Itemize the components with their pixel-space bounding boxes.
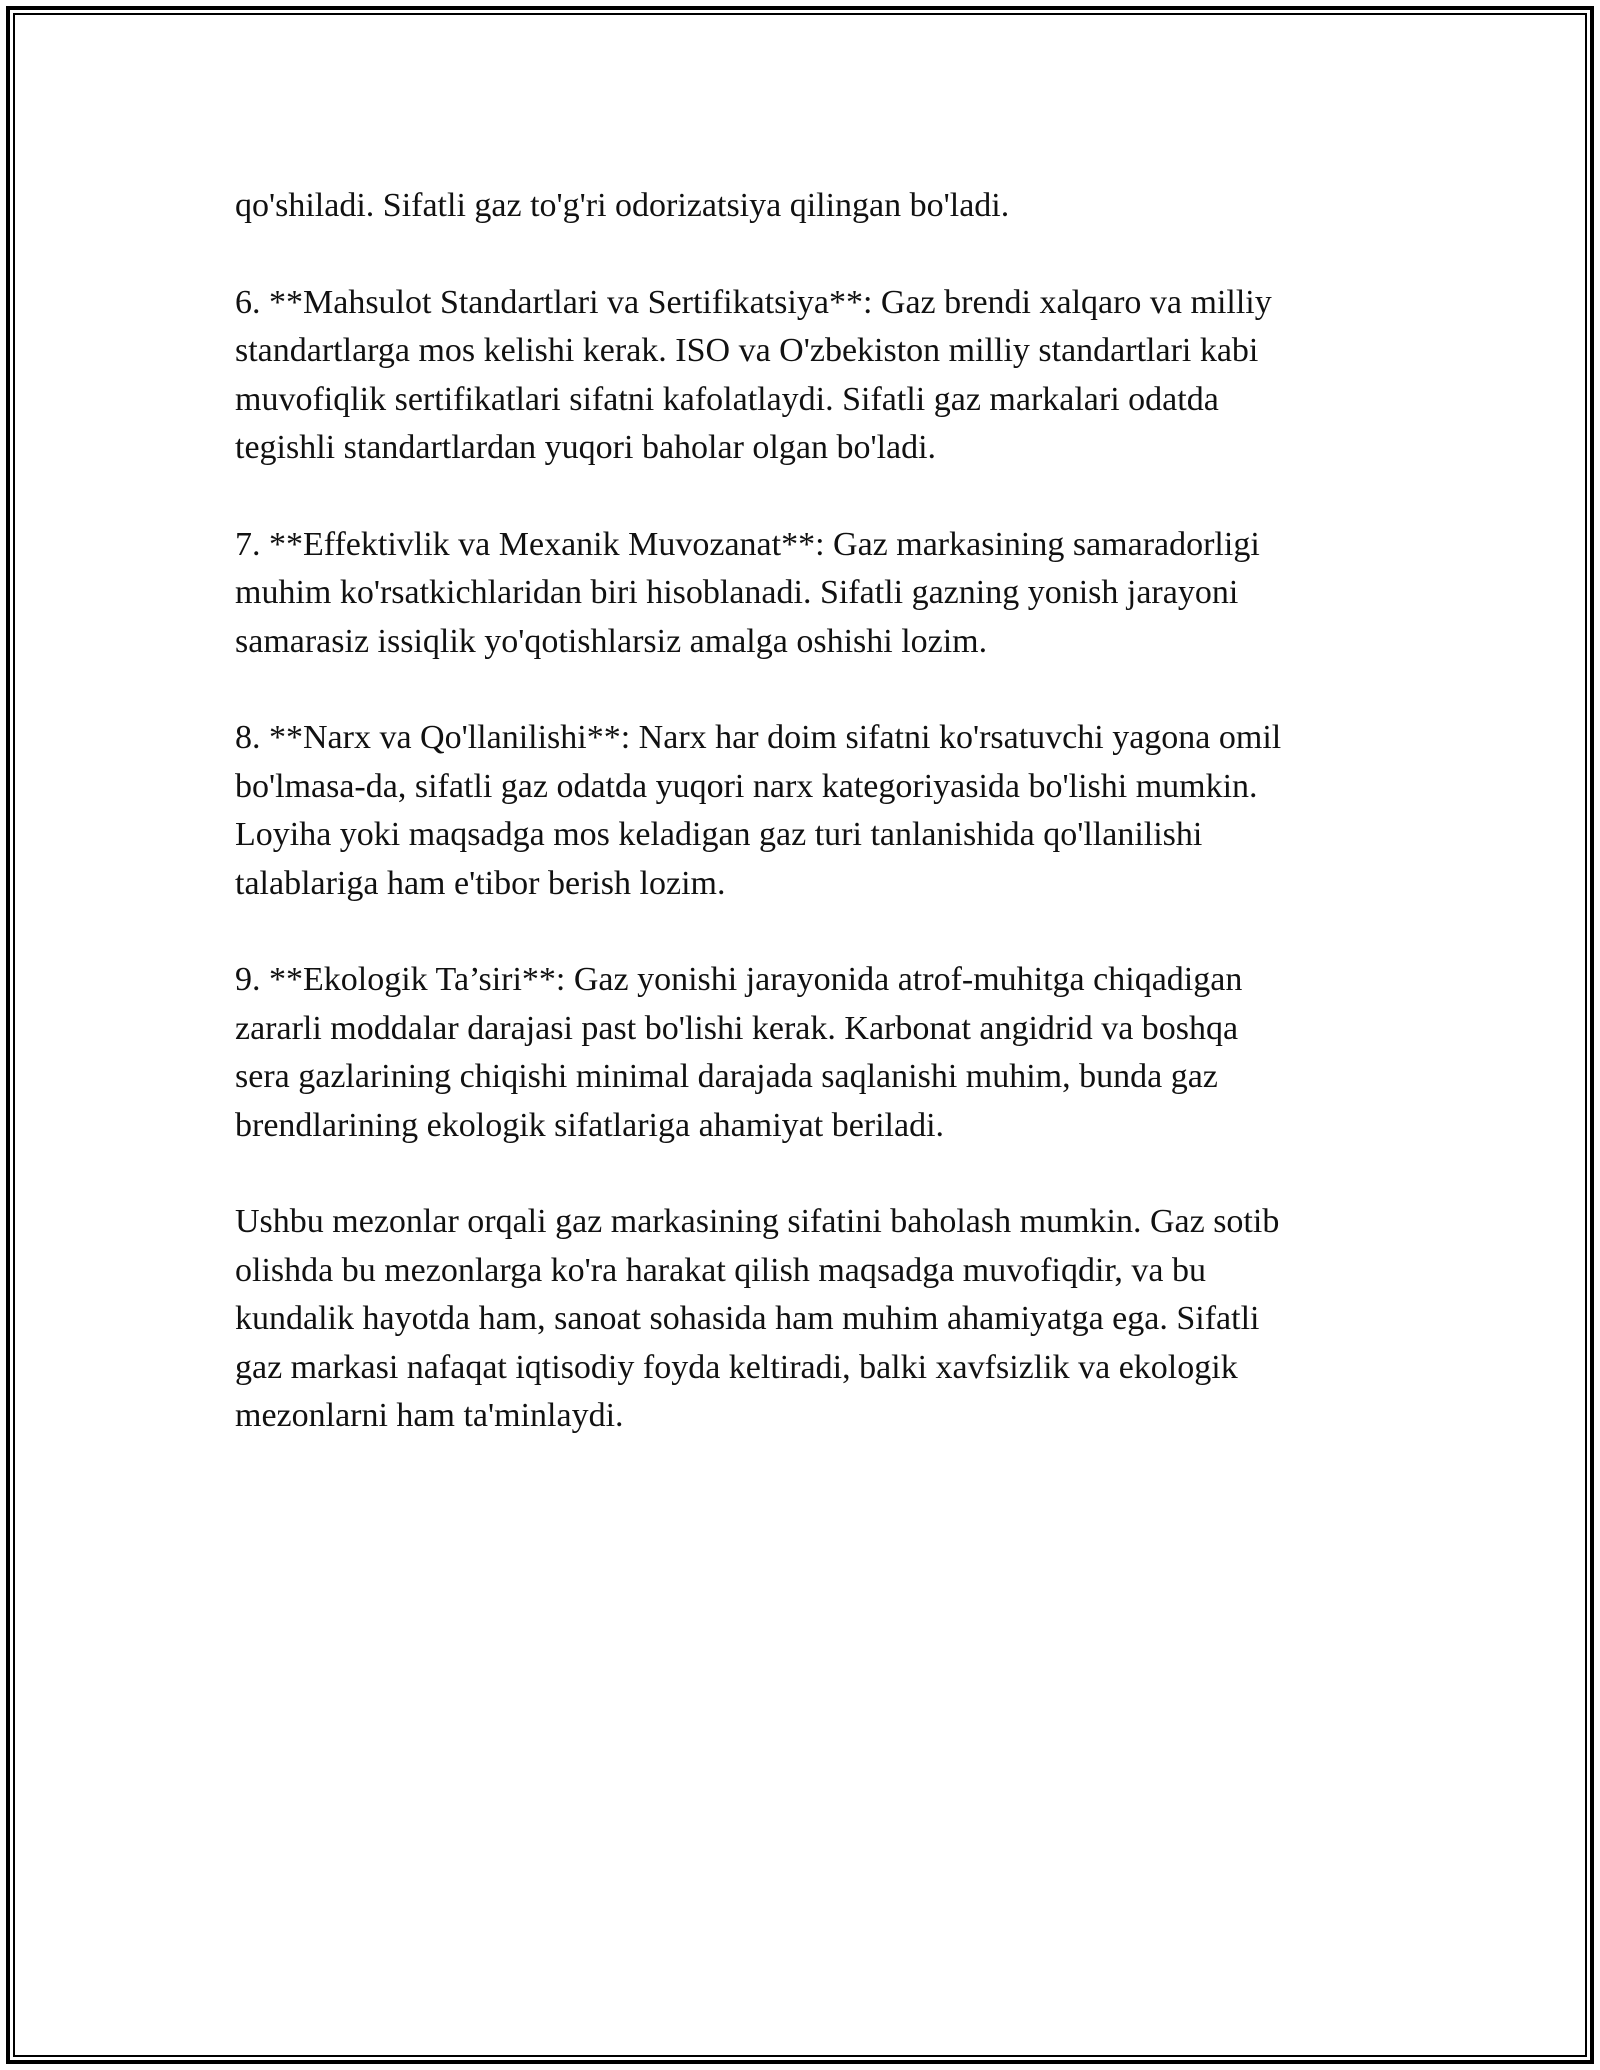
text-line: mezonlarni ham ta'minlaydi. — [235, 1397, 624, 1435]
text-line: muvofiqlik sertifikatlari sifatni kafolatlaydi. Sifatli gaz markalari odatda — [235, 380, 1219, 418]
text-line: 8. **Narx va Qo'llanilishi**: Narx har doim sifatni ko'rsatuvchi yagona omil — [235, 719, 1282, 757]
text-line: olishda bu mezonlarga ko'ra harakat qilish maqsadga muvofiqdir, va bu — [235, 1251, 1206, 1289]
text-line: brendlarining ekologik sifatlariga ahamiyat beriladi. — [235, 1106, 945, 1144]
text-line: muhim ko'rsatkichlaridan biri hisoblanadi. Sifatli gazning yonish jarayoni — [235, 574, 1239, 612]
text-line: standartlarga mos kelishi kerak. ISO va O'zbekiston milliy standartlari kabi — [235, 332, 1259, 370]
text-line: zararli moddalar darajasi past bo'lishi kerak. Karbonat angidrid va boshqa — [235, 1009, 1239, 1047]
text-line: talablariga ham e'tibor berish lozim. — [235, 864, 726, 902]
text-line: sera gazlarining chiqishi minimal darajada saqlanishi muhim, bunda gaz — [235, 1058, 1218, 1096]
text-line: 9. **Ekologik Ta’siri**: Gaz yonishi jarayonida atrof-muhitga chiqadigan — [235, 961, 1243, 999]
text-line: bo'lmasa-da, sifatli gaz odatda yuqori narx kategoriyasida bo'lishi mumkin. — [235, 767, 1258, 805]
paragraph-conclusion — [235, 1198, 1385, 1440]
text-line: kundalik hayotda ham, sanoat sohasida ham muhim ahamiyatga ega. Sifatli — [235, 1300, 1260, 1338]
text-line: qo'shiladi. Sifatli gaz to'g'ri odorizatsiya qilingan bo'ladi. — [235, 187, 1010, 224]
paragraph-item-7 — [235, 521, 1385, 666]
paragraph-item-8 — [235, 714, 1385, 908]
paragraph-item-6 — [235, 279, 1385, 473]
text-line: gaz markasi nafaqat iqtisodiy foyda keltiradi, balki xavfsizlik va ekologik — [235, 1348, 1238, 1386]
text-line: samarasiz issiqlik yo'qotishlarsiz amalga oshishi lozim. — [235, 622, 988, 660]
paragraph-continuation — [235, 182, 1385, 230]
text-line: Ushbu mezonlar orqali gaz markasining sifatini baholash mumkin. Gaz sotib — [235, 1203, 1280, 1241]
text-line: 6. **Mahsulot Standartlari va Sertifikatsiya**: Gaz brendi xalqaro va milliy — [235, 283, 1272, 321]
text-line: 7. **Effektivlik va Mexanik Muvozanat**: Gaz markasining samaradorligi — [235, 525, 1260, 563]
text-line: Loyiha yoki maqsadga mos keladigan gaz turi tanlanishida qo'llanilishi — [235, 816, 1203, 854]
text-line: tegishli standartlardan yuqori baholar olgan bo'ladi. — [235, 429, 937, 467]
document-body — [235, 182, 1385, 1489]
paragraph-item-9 — [235, 956, 1385, 1150]
